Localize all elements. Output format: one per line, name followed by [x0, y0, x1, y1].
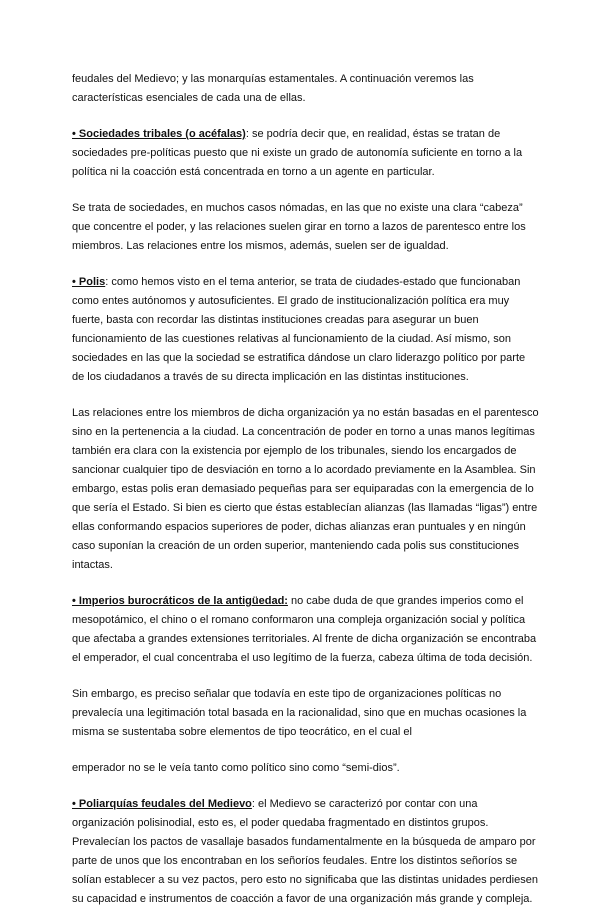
- paragraph-imperios-detail: [72, 685, 540, 742]
- paragraph-text: : se podría decir que, en realidad, éstas se tratan de sociedades pre-políticas puesto que ni existe un grado de autonomía suficiente en torno a la política ni la coacción está concentrada en torno a un agente en particular.: [72, 128, 523, 178]
- section-heading-poliarquias: • Poliarquías feudales del Medievo: [72, 798, 252, 810]
- paragraph-text: feudales del Medievo; y las monarquías estamentales. A continuación veremos las características esenciales de cada una de ellas.: [72, 73, 474, 104]
- paragraph-text: Se trata de sociedades, en muchos casos nómadas, en las que no existe una clara “cabeza” que concentre el poder, y las relaciones suelen girar en torno a lazos de parentesco entre los miembros. Las relaciones entre los mismos, además, suelen ser de igualdad.: [72, 202, 526, 252]
- section-heading-polis: • Polis: [72, 276, 106, 288]
- paragraph-text: : como hemos visto en el tema anterior, se trata de ciudades-estado que funcionaban como entes autónomos y autosuficientes. El grado de institucionalización política era muy fuerte, basta con recordar las distintas instituciones creadas para asegurar un buen funcionamiento de las cuestiones relativas al funcionamiento de la ciudad. Así mismo, son sociedades en las que la sociedad se estratifica dándose un claro liderazgo político por parte de los ciudadanos a través de su directa implicación en las distintas instituciones.: [72, 276, 526, 383]
- paragraph-sociedades-detail: [72, 199, 540, 256]
- paragraph-text: emperador no se le veía tanto como político sino como “semi-dios”.: [72, 762, 400, 774]
- paragraph-polis: [72, 273, 540, 387]
- section-heading-sociedades-tribales: • Sociedades tribales (o acéfalas): [72, 128, 246, 140]
- paragraph-intro: [72, 70, 540, 108]
- paragraph-imperios: [72, 592, 540, 668]
- paragraph-text: Las relaciones entre los miembros de dicha organización ya no están basadas en el parentesco sino en la pertenencia a la ciudad. La concentración de poder en torno a unas manos legítimas también era clara con la existencia por ejemplo de los tribunales, siendo los encargados de sancionar cualquier tipo de desviación en torno a lo acordado previamente en la Asamblea. Sin embargo, estas polis eran demasiado pequeñas para ser equiparadas con la emergencia de lo que sería el Estado. Si bien es cierto que éstas establecían alianzas (las llamadas “ligas”) entre ellas conformando espacios superiores de poder, dichas alianzas eran puntuales y en ningún caso suponían la creación de un orden superior, manteniendo cada polis sus constituciones intactas.: [72, 407, 539, 571]
- paragraph-text: : el Medievo se caracterizó por contar con una organización polisinodial, esto es, el poder quedaba fragmentado en distintos grupos. Prevalecían los pactos de vasallaje basados fundamentalmente en la búsqueda de amparo por parte de unos que los encontraban en los señoríos feudales. Entre los distintos señoríos se solían establecer a su vez pactos, pero esto no significaba que las distintas unidades perdiesen su capacidad e instrumentos de coacción a favor de una organización más grande y compleja.: [72, 798, 538, 905]
- paragraph-polis-detail: [72, 404, 540, 575]
- paragraph-emperador: [72, 759, 540, 778]
- paragraph-poliarquias: [72, 795, 540, 909]
- paragraph-sociedades-tribales: [72, 125, 540, 182]
- section-heading-imperios: • Imperios burocráticos de la antigüedad:: [72, 595, 288, 607]
- paragraph-text: no cabe duda de que grandes imperios como el mesopotámico, el chino o el romano conformaron una compleja organización social y política que afectaba a grandes extensiones territoriales. Al frente de dicha organización se encontraba el emperador, el cual concentraba el uso legítimo de la fuerza, cabeza última de toda decisión.: [72, 595, 537, 664]
- paragraph-text: Sin embargo, es preciso señalar que todavía en este tipo de organizaciones políticas no prevalecía una legitimación total basada en la racionalidad, sino que en muchas ocasiones la misma se sustentaba sobre elementos de tipo teocrático, en el cual el: [72, 688, 527, 738]
